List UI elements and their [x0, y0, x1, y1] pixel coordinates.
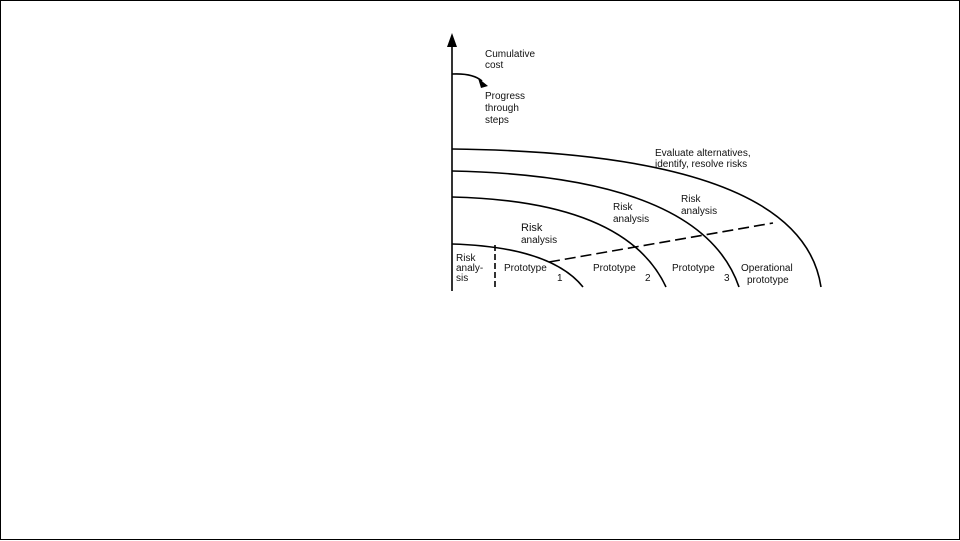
- risk-analysis-label-3: [613, 202, 649, 225]
- cumulative-cost-line-1: Cumulative: [485, 49, 536, 60]
- prototype-1-number: 1: [557, 273, 563, 284]
- risk-analysis-4-line-1: Risk: [681, 194, 701, 205]
- operational-line-1: Operational: [741, 263, 793, 274]
- risk-analysis-1-line-2: analy-: [456, 263, 484, 274]
- progress-arrowhead-icon: [478, 78, 488, 88]
- prototype-2-number: 2: [645, 273, 651, 284]
- risk-analysis-label-4: [681, 194, 717, 217]
- risk-analysis-3-line-2: analysis: [613, 214, 650, 225]
- risk-analysis-2-line-2: analysis: [521, 235, 558, 246]
- progress-line-2: through: [485, 103, 519, 114]
- risk-analysis-2-line-1: Risk: [521, 222, 543, 234]
- risk-analysis-1-line-1: Risk: [456, 253, 476, 264]
- evaluate-alternatives-label: [655, 148, 751, 170]
- evaluate-line-1: Evaluate alternatives,: [655, 148, 751, 159]
- prototype-2-name: Prototype: [593, 263, 636, 274]
- risk-analysis-label-2: [521, 222, 557, 246]
- progress-line-3: steps: [485, 115, 509, 126]
- evaluate-line-2: identify, resolve risks: [655, 159, 748, 170]
- axis-arrowhead-icon: [447, 33, 457, 47]
- operational-line-2: prototype: [747, 275, 789, 286]
- prototype-3-label: [672, 263, 730, 284]
- risk-analysis-4-line-2: analysis: [681, 206, 718, 217]
- risk-analysis-3-line-1: Risk: [613, 202, 633, 213]
- prototype-3-number: 3: [724, 273, 730, 284]
- spiral-model-diagram: [1, 1, 960, 541]
- cumulative-cost-label: [485, 49, 535, 71]
- cumulative-cost-line-2: cost: [485, 60, 504, 71]
- progress-label: [485, 91, 525, 126]
- prototype-2-label: [593, 263, 651, 284]
- risk-analysis-1-line-3: sis: [456, 273, 469, 284]
- prototype-3-name: Prototype: [672, 263, 715, 274]
- prototype-1-label: [504, 263, 563, 284]
- prototype-1-name: Prototype: [504, 263, 547, 274]
- risk-analysis-label-1: [456, 253, 483, 284]
- operational-prototype-label: [741, 263, 793, 286]
- dashed-radial-line: [549, 223, 773, 262]
- progress-line-1: Progress: [485, 91, 526, 102]
- progress-curve-arrow: [452, 74, 482, 81]
